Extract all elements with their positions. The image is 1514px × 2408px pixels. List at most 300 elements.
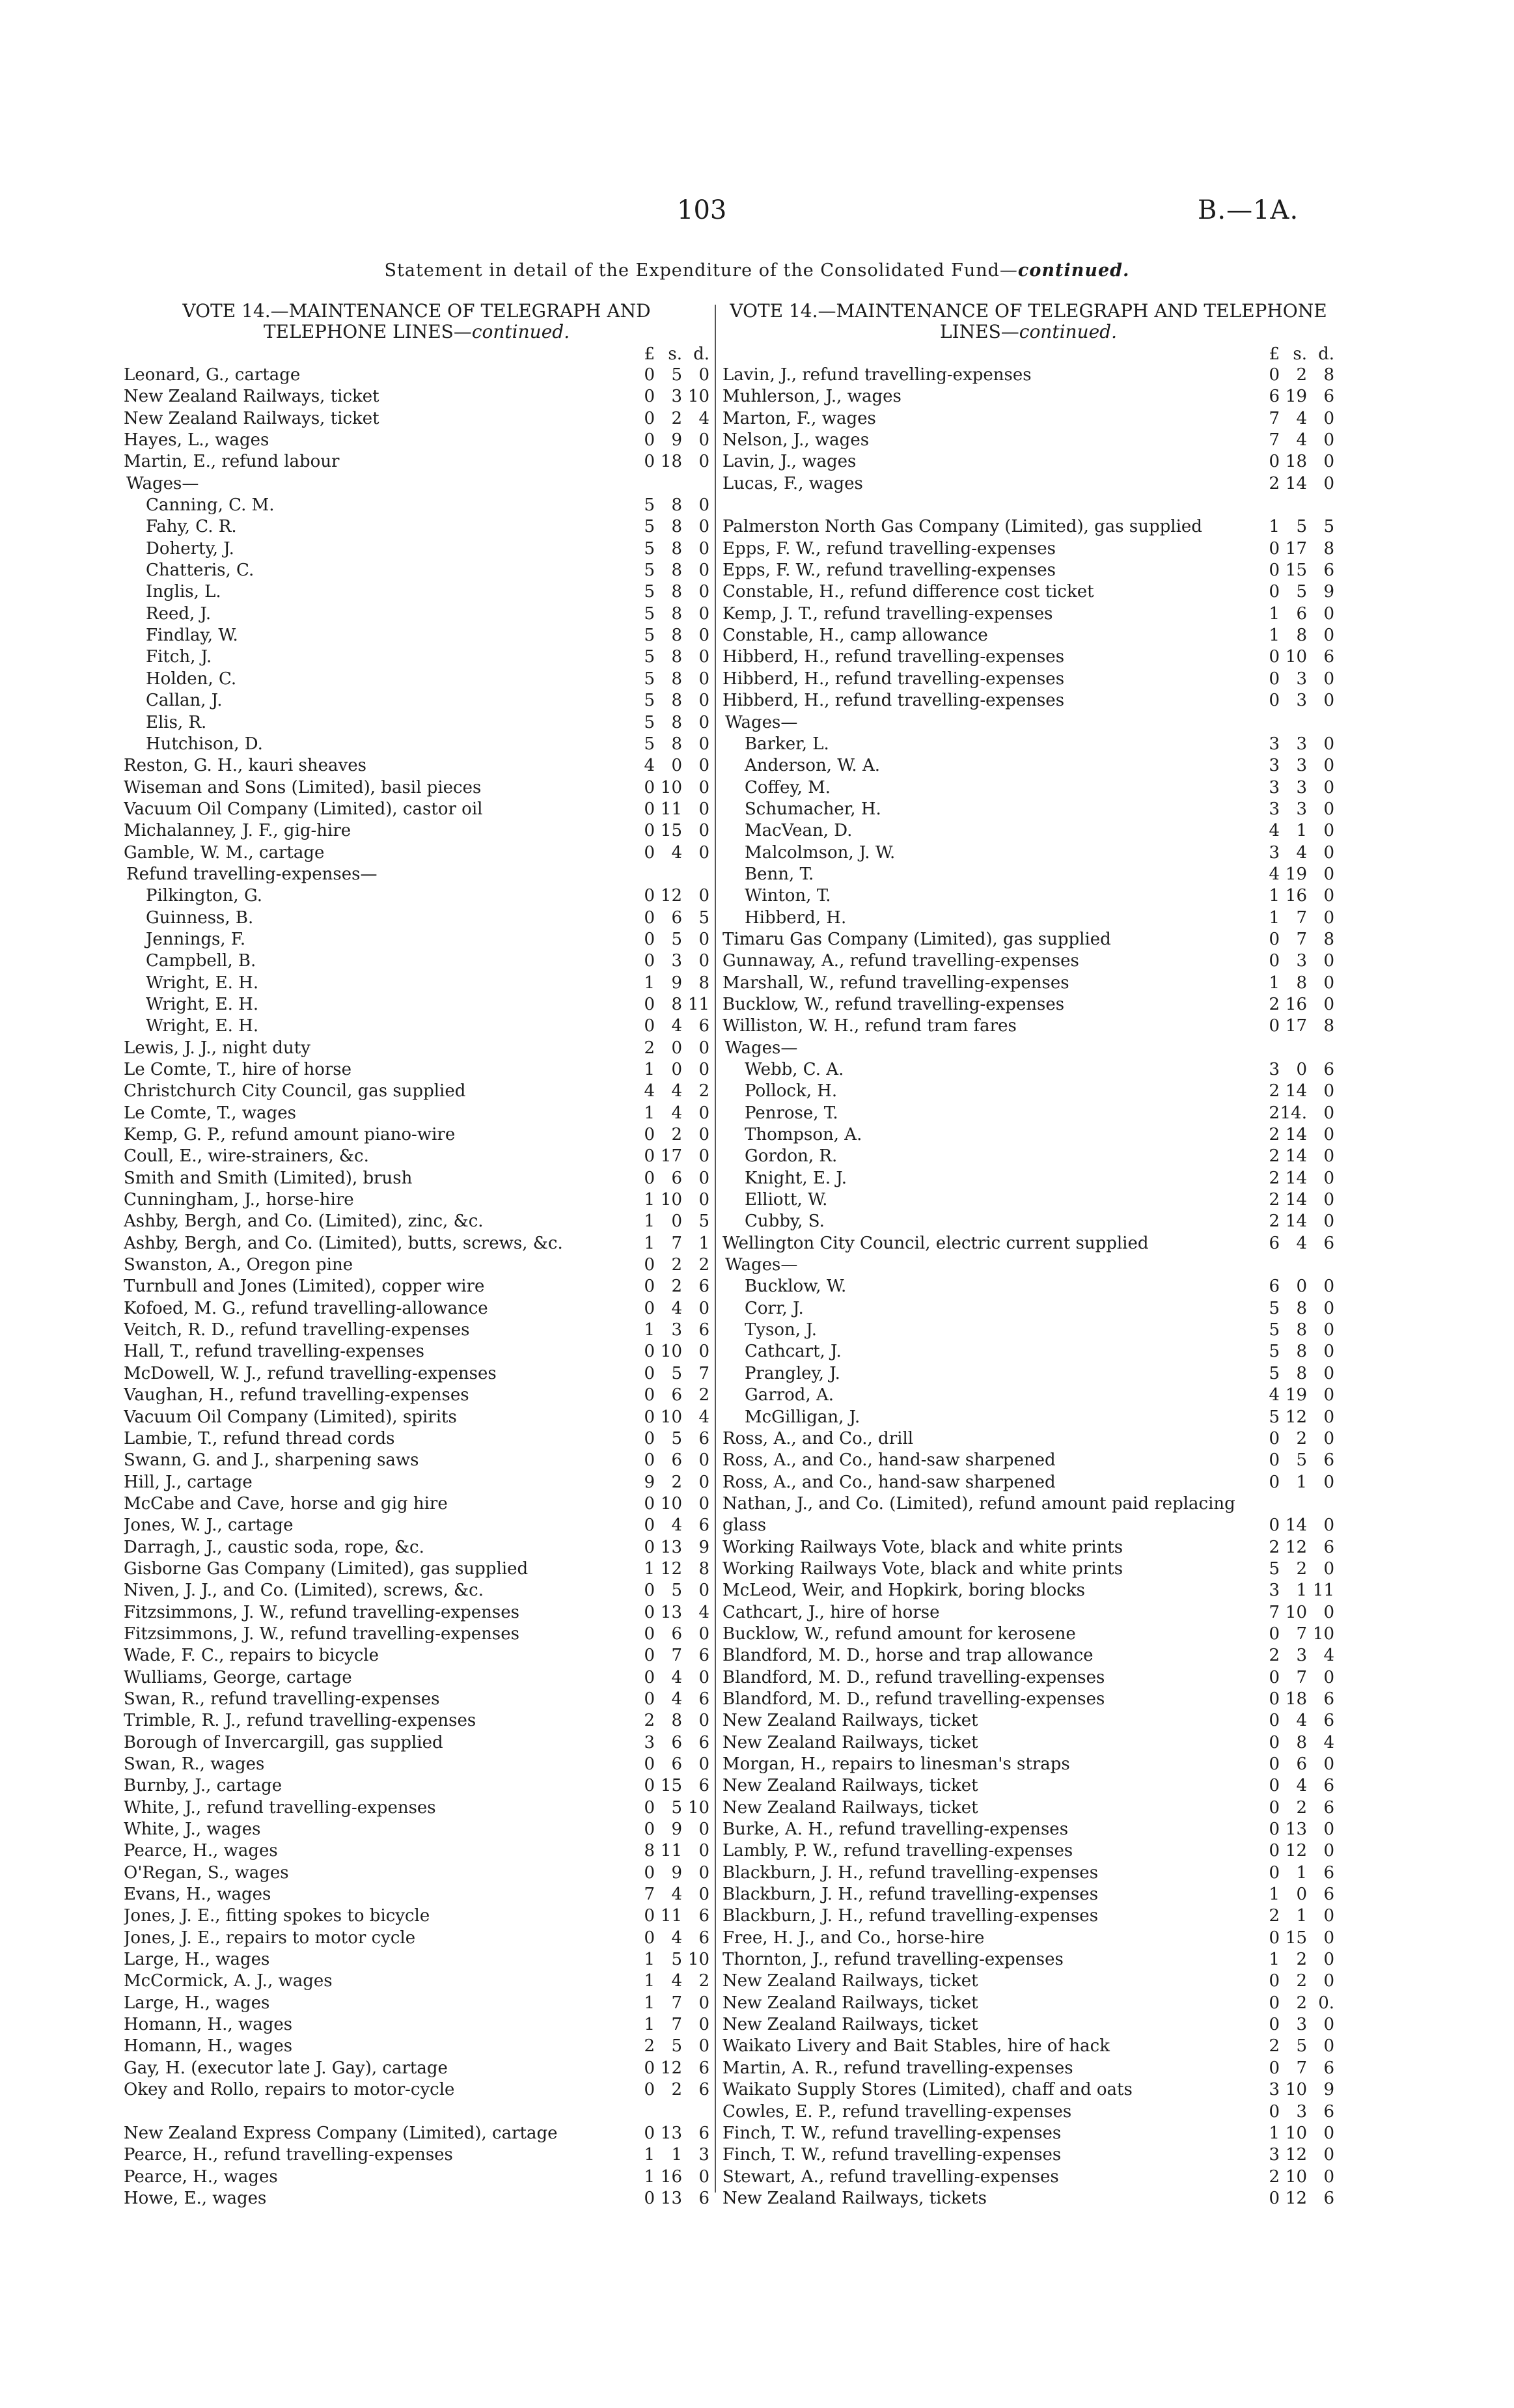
entry-label: Findlay, W. xyxy=(146,626,238,646)
entry-label: New Zealand Railways, ticket xyxy=(124,408,379,428)
shillings-value: 8 xyxy=(1296,1732,1307,1752)
pence-value: 6 xyxy=(1323,1711,1334,1731)
ledger-row xyxy=(723,1493,1334,1537)
shillings-value: 8 xyxy=(671,669,682,689)
pounds-value: 2 xyxy=(1269,1537,1280,1557)
shillings-value: 8 xyxy=(671,495,682,516)
page-number: 103 xyxy=(677,195,727,225)
pence-value: 0 xyxy=(1323,1667,1334,1687)
entry-label: Barker, L. xyxy=(745,734,829,754)
pence-value: 0 xyxy=(698,2036,709,2056)
entry-label: Pearce, H., wages xyxy=(124,1841,278,1861)
ledger-row xyxy=(124,408,709,430)
pounds-value: 1 xyxy=(1269,1950,1280,1970)
pounds-value: 5 xyxy=(644,603,655,624)
shillings-header: s. xyxy=(1293,344,1307,364)
pounds-value: 0 xyxy=(1269,1016,1280,1036)
pence-value: 0 xyxy=(1323,886,1334,906)
ledger-row xyxy=(124,1993,709,2014)
pence-value: 0 xyxy=(1323,1950,1334,1970)
entry-label: Gunnaway, A., refund travelling-expenses xyxy=(723,951,1079,971)
ledger-row xyxy=(124,2014,709,2036)
entry-label: Guinness, B. xyxy=(146,907,254,928)
ledger-row xyxy=(723,734,1334,755)
ledger-row xyxy=(124,1189,709,1211)
ledger-row xyxy=(124,1472,709,1493)
pence-value: 6 xyxy=(698,1928,709,1948)
pence-value: 0 xyxy=(1323,1125,1334,1145)
pence-value: 2 xyxy=(698,1971,709,1991)
pounds-value: 1 xyxy=(644,2166,655,2187)
ledger-row xyxy=(723,451,1334,473)
shillings-value: 0 xyxy=(671,1211,682,1232)
ledger-row xyxy=(124,603,709,625)
pence-value: 0 xyxy=(698,799,709,819)
pounds-value: 1 xyxy=(1269,1885,1280,1905)
pounds-value: 3 xyxy=(1269,756,1280,776)
pence-value: 0 xyxy=(698,1624,709,1644)
shillings-value: 7 xyxy=(1296,907,1307,928)
pounds-value: 0 xyxy=(644,1928,655,1948)
entry-label: Callan, J. xyxy=(146,691,223,711)
shillings-value: 0 xyxy=(1296,1277,1307,1297)
pence-value: 0 xyxy=(1323,994,1334,1014)
pounds-value: 4 xyxy=(644,1081,655,1101)
shillings-value: 0 xyxy=(1296,1060,1307,1079)
pence-value: 11 xyxy=(687,994,709,1014)
pounds-value: 3 xyxy=(1269,799,1280,819)
pounds-value: 6 xyxy=(1269,1277,1280,1297)
entry-label: Muhlerson, J., wages xyxy=(723,387,902,407)
shillings-value: 18 xyxy=(1285,452,1307,472)
entry-label: Howe, E., wages xyxy=(124,2188,267,2208)
entry-label: Wright, E. H. xyxy=(146,994,259,1014)
pounds-value: 3 xyxy=(1269,2080,1280,2100)
shillings-value: 8 xyxy=(671,734,682,754)
entry-label: New Zealand Railways, ticket xyxy=(124,387,379,407)
pence-value: 0 xyxy=(698,582,709,602)
entry-label: Elliott, W. xyxy=(745,1190,828,1210)
ledger-row xyxy=(723,2036,1334,2057)
entry-label: Swanston, A., Oregon pine xyxy=(124,1255,353,1275)
ledger-row xyxy=(124,581,709,603)
shillings-value: 18 xyxy=(660,452,682,472)
shillings-value: 7 xyxy=(671,1233,682,1253)
pounds-value: 0 xyxy=(1269,582,1280,602)
entry-label: Hibberd, H., refund travelling-expenses xyxy=(723,669,1065,689)
pounds-value: 1 xyxy=(644,1558,655,1579)
pounds-value: 5 xyxy=(644,647,655,667)
entry-label: Epps, F. W., refund travelling-expenses xyxy=(723,560,1056,581)
ledger-row xyxy=(124,820,709,842)
shillings-value: 4 xyxy=(671,1103,682,1123)
pounds-value: 0 xyxy=(1269,365,1280,385)
ledger-row xyxy=(723,950,1334,972)
ledger-row xyxy=(723,820,1334,842)
entry-label: Darragh, J., caustic soda, rope, &c. xyxy=(124,1537,424,1557)
entry-label: Lambly, P. W., refund travelling-expenses xyxy=(723,1841,1073,1861)
entry-label: Blandford, M. D., refund travelling-expenses xyxy=(723,1667,1105,1687)
pounds-value: 1 xyxy=(644,2145,655,2165)
ledger-row xyxy=(124,365,709,386)
pence-value: 8 xyxy=(1323,1016,1334,1036)
shillings-value: 5 xyxy=(1296,582,1307,602)
ledger-row xyxy=(124,734,709,755)
pounds-value: 0 xyxy=(1269,2058,1280,2078)
shillings-value: 5 xyxy=(671,1363,682,1383)
pounds-value: 3 xyxy=(1269,1581,1280,1601)
ledger-row xyxy=(124,755,709,777)
pence-value: 0 xyxy=(698,2166,709,2187)
pounds-value: 2 xyxy=(1269,1125,1280,1145)
pounds-value: 1 xyxy=(644,1190,655,1210)
entry-label: Hill, J., cartage xyxy=(124,1472,253,1492)
pounds-value: 0 xyxy=(1269,1428,1280,1448)
pounds-value: 0 xyxy=(1269,560,1280,581)
pence-value: 0 xyxy=(1323,864,1334,884)
entry-label: Bucklow, W., refund travelling-expenses xyxy=(723,994,1065,1014)
pounds-value: 0 xyxy=(644,1602,655,1622)
pence-value: 5 xyxy=(1323,517,1334,537)
pounds-value: 2 xyxy=(644,1038,655,1058)
pounds-value: 2 xyxy=(1269,1190,1280,1210)
ledger-row xyxy=(723,581,1334,603)
shillings-value: 10 xyxy=(1285,2166,1307,2187)
pence-value: 0 xyxy=(1323,1754,1334,1774)
shillings-value: 5 xyxy=(671,929,682,949)
shillings-value: 0 xyxy=(671,1038,682,1058)
shillings-value: 14 xyxy=(1285,1146,1307,1167)
entry-label: Cunningham, J., horse-hire xyxy=(124,1190,354,1210)
entry-label: Pollock, H. xyxy=(745,1081,838,1101)
entry-label: Malcolmson, J. W. xyxy=(745,842,896,863)
shillings-value: 5 xyxy=(671,2036,682,2056)
pence-value: 0 xyxy=(698,1581,709,1601)
ledger-row xyxy=(124,1949,709,1971)
entry-label: Ross, A., and Co., drill xyxy=(723,1428,914,1448)
shillings-value: 3 xyxy=(1296,951,1307,971)
ledger-row xyxy=(124,560,709,581)
ledger-row xyxy=(723,1016,1334,1037)
shillings-value: 8 xyxy=(671,994,682,1014)
shillings-value: 4 xyxy=(1296,842,1307,863)
ledger-row xyxy=(723,1797,1334,1819)
entry-label: Jennings, F. xyxy=(146,929,246,949)
pence-header: d. xyxy=(693,344,709,364)
pounds-value: 7 xyxy=(1269,1602,1280,1622)
pounds-value: 4 xyxy=(1269,1385,1280,1405)
ledger-row xyxy=(124,1385,709,1406)
ledger-row xyxy=(723,2123,1334,2144)
shillings-value: 9 xyxy=(671,973,682,993)
pounds-value: 0 xyxy=(1269,2101,1280,2122)
pence-value: 0 xyxy=(698,1190,709,1210)
entry-label: Le Comte, T., hire of horse xyxy=(124,1060,352,1079)
ledger-row xyxy=(124,1320,709,1341)
entry-label: Burnby, J., cartage xyxy=(124,1776,282,1796)
pounds-value: 2 xyxy=(1269,1211,1280,1232)
ledger-row xyxy=(124,1450,709,1471)
left-heading-main: VOTE 14.—MAINTENANCE OF TELEGRAPH AND TELEPHONE LINES— xyxy=(182,300,651,342)
pence-header: d. xyxy=(1318,344,1334,364)
pence-value: 0 xyxy=(1323,1558,1334,1579)
pence-value: 6 xyxy=(698,2188,709,2208)
shillings-value: 5 xyxy=(1296,2036,1307,2056)
entry-label: Elis, R. xyxy=(146,712,207,732)
ledger-row xyxy=(124,2188,709,2209)
entry-label: Holden, C. xyxy=(146,669,237,689)
entry-label: Wulliams, George, cartage xyxy=(124,1667,352,1687)
pence-value: 6 xyxy=(1323,1776,1334,1796)
pence-value: 0 xyxy=(1323,408,1334,428)
pounds-value: 0 xyxy=(1269,669,1280,689)
shillings-value: 6 xyxy=(1296,603,1307,624)
ledger-row xyxy=(124,1928,709,1949)
entry-label: Vacuum Oil Company (Limited), spirits xyxy=(124,1407,457,1427)
pence-value: 0 xyxy=(698,1993,709,2013)
entry-label: White, J., refund travelling-expenses xyxy=(124,1797,436,1818)
pence-value: 7 xyxy=(698,1363,709,1383)
pence-value: 0 xyxy=(698,647,709,667)
pence-value: 0 xyxy=(1323,907,1334,928)
pence-value: 0 xyxy=(1323,1472,1334,1492)
pounds-value: 0 xyxy=(644,1624,655,1644)
shillings-value: 1 xyxy=(1296,821,1307,841)
ledger-row xyxy=(723,1276,1334,1297)
shillings-value: 8 xyxy=(1296,1363,1307,1383)
ledger-row xyxy=(723,1993,1334,2014)
entry-label: Hall, T., refund travelling-expenses xyxy=(124,1342,424,1362)
statement-title-main: Statement in detail of the Expenditure of the Consolidated Fund— xyxy=(384,260,1018,281)
entry-label: Ashby, Bergh, and Co. (Limited), butts, screws, &c. xyxy=(124,1233,563,1253)
right-column-heading xyxy=(723,301,1334,344)
entry-label: Coull, E., wire-strainers, &c. xyxy=(124,1146,369,1167)
pounds-value: 2 xyxy=(1269,1146,1280,1167)
ledger-row xyxy=(124,950,709,972)
ledger-row xyxy=(124,1819,709,1840)
ledger-row xyxy=(723,1624,1334,1645)
pounds-value: 0 xyxy=(644,1385,655,1405)
entry-label: Williston, W. H., refund tram fares xyxy=(723,1016,1017,1036)
pence-value: 6 xyxy=(1323,1060,1334,1079)
entry-label: Timaru Gas Company (Limited), gas supplied xyxy=(723,929,1111,949)
pence-value: 0 xyxy=(698,1493,709,1514)
pounds-value: 0 xyxy=(1269,647,1280,667)
pence-value: 1 xyxy=(698,1233,709,1253)
ledger-row xyxy=(124,1732,709,1754)
entry-label: Burke, A. H., refund travelling-expenses xyxy=(723,1820,1069,1840)
shillings-value: 14 xyxy=(1285,1515,1307,1536)
entry-label: Wright, E. H. xyxy=(146,1016,259,1036)
pounds-value: 0 xyxy=(644,408,655,428)
ledger-row xyxy=(723,1233,1334,1254)
pounds-value: 0 xyxy=(644,907,655,928)
ledger-row xyxy=(723,386,1334,408)
pence-value: 0 xyxy=(698,1342,709,1362)
entry-label: Morgan, H., repairs to linesman's straps xyxy=(723,1754,1070,1774)
shillings-value: 3 xyxy=(671,951,682,971)
shillings-value: 2 xyxy=(1296,1950,1307,1970)
shillings-value: 13 xyxy=(660,1602,682,1622)
ledger-row xyxy=(723,1059,1334,1081)
ledger-row xyxy=(723,2101,1334,2123)
shillings-value: 7 xyxy=(1296,929,1307,949)
pounds-value: 0 xyxy=(644,777,655,797)
pence-value: 8 xyxy=(1323,929,1334,949)
ledger-row xyxy=(723,885,1334,907)
pounds-value: 0 xyxy=(644,1667,655,1687)
entry-label: Leonard, G., cartage xyxy=(124,365,301,385)
entry-label: Ross, A., and Co., hand-saw sharpened xyxy=(723,1472,1056,1492)
pence-value: 6 xyxy=(1323,2188,1334,2208)
ledger-row xyxy=(124,1407,709,1428)
pence-value: 11 xyxy=(1312,1581,1334,1601)
shillings-value: 17 xyxy=(1285,538,1307,559)
pounds-value: 1 xyxy=(1269,907,1280,928)
shillings-value: 7 xyxy=(671,1993,682,2013)
pounds-value: 2 xyxy=(1269,2166,1280,2187)
pence-value: 0 xyxy=(1323,2166,1334,2187)
entry-label: MacVean, D. xyxy=(745,821,853,841)
pounds-value: 0 xyxy=(644,1255,655,1275)
entry-label: Fahy, C. R. xyxy=(146,517,237,537)
pounds-value: 5 xyxy=(644,691,655,711)
ledger-row xyxy=(124,1016,709,1037)
entry-label: Hibberd, H. xyxy=(745,907,847,928)
entry-label: Jones, J. E., repairs to motor cycle xyxy=(124,1928,416,1948)
ledger-row xyxy=(723,2166,1334,2188)
entry-label: Working Railways Vote, black and white prints xyxy=(723,1558,1123,1579)
entry-label: Chatteris, C. xyxy=(146,560,255,581)
pounds-value: 1 xyxy=(1269,626,1280,646)
pounds-value: 0 xyxy=(1269,691,1280,711)
shillings-value: 7 xyxy=(1296,1624,1307,1644)
shillings-value: 8 xyxy=(671,712,682,732)
entry-label: Coffey, M. xyxy=(745,777,831,797)
shillings-value: 8 xyxy=(671,560,682,581)
pounds-value: 2 xyxy=(1269,1906,1280,1926)
shillings-value: 15 xyxy=(1285,560,1307,581)
shillings-value: 2 xyxy=(671,1277,682,1297)
ledger-row xyxy=(124,1038,709,1059)
entry-label: Trimble, R. J., refund travelling-expenses xyxy=(124,1711,476,1731)
pounds-value: 0 xyxy=(644,1428,655,1448)
pounds-value: 1 xyxy=(644,1060,655,1079)
pence-value: 0 xyxy=(698,1711,709,1731)
entry-label: Cubby, S. xyxy=(745,1211,825,1232)
shillings-value: 2 xyxy=(1296,1558,1307,1579)
pence-value: 0 xyxy=(1323,1407,1334,1427)
shillings-value: 7 xyxy=(671,2015,682,2035)
shillings-value: 10 xyxy=(1285,2123,1307,2143)
pence-value: 6 xyxy=(1323,387,1334,407)
pence-value: 0 xyxy=(1323,842,1334,863)
shillings-value: 12 xyxy=(660,2058,682,2078)
entry-label: Wade, F. C., repairs to bicycle xyxy=(124,1646,379,1666)
ledger-row xyxy=(124,2144,709,2166)
pounds-value: 0 xyxy=(1269,1732,1280,1752)
ledger-row xyxy=(723,1558,1334,1580)
shillings-value: 3 xyxy=(1296,799,1307,819)
entry-label: Lucas, F., wages xyxy=(723,473,863,493)
pounds-value: 1 xyxy=(644,1971,655,1991)
entry-label: New Zealand Railways, ticket xyxy=(723,1711,978,1731)
ledger-row xyxy=(723,408,1334,430)
shillings-value: 10 xyxy=(660,1493,682,1514)
shillings-value: 6 xyxy=(671,1754,682,1774)
entry-label: Winton, T. xyxy=(745,886,831,906)
ledger-row xyxy=(124,2101,709,2145)
pounds-value: 3 xyxy=(1269,2145,1280,2165)
pence-value: 0 xyxy=(698,1298,709,1318)
pence-value: 0 xyxy=(1323,1841,1334,1861)
pence-value: 4 xyxy=(698,1407,709,1427)
shillings-value: 4 xyxy=(671,1298,682,1318)
entry-label: Homann, H., wages xyxy=(124,2015,293,2035)
entry-label: McDowell, W. J., refund travelling-expenses xyxy=(124,1363,497,1383)
ledger-row xyxy=(124,1624,709,1645)
ledger-row xyxy=(723,1320,1334,1341)
pounds-value: 1 xyxy=(644,1211,655,1232)
shillings-value: 1 xyxy=(1296,1581,1307,1601)
ledger-row xyxy=(124,1775,709,1797)
shillings-value: 17 xyxy=(1285,1016,1307,1036)
shillings-value: 7 xyxy=(1296,2058,1307,2078)
shillings-value: 9 xyxy=(671,430,682,450)
pounds-value: 0 xyxy=(644,430,655,450)
ledger-row xyxy=(723,1689,1334,1710)
ledger-row xyxy=(723,1905,1334,1927)
shillings-value: 15 xyxy=(660,1776,682,1796)
pence-value: 0 xyxy=(1323,951,1334,971)
shillings-value: 14 xyxy=(1285,1081,1307,1101)
ledger-row xyxy=(723,473,1334,495)
pence-value: 0 xyxy=(698,929,709,949)
pence-value: 0 xyxy=(698,1472,709,1492)
pence-value: 0 xyxy=(698,1146,709,1167)
ledger-row xyxy=(723,1038,1334,1059)
pence-value: 6 xyxy=(698,1320,709,1340)
pence-value: 0 xyxy=(698,734,709,754)
pence-value: 0 xyxy=(1323,669,1334,689)
shillings-value: 13 xyxy=(660,2188,682,2208)
pence-value: 0 xyxy=(1323,1081,1334,1101)
pounds-value: 5 xyxy=(644,517,655,537)
pence-value: 6 xyxy=(698,1906,709,1926)
pounds-value: 1 xyxy=(1269,886,1280,906)
entry-label: Reed, J. xyxy=(146,603,212,624)
pounds-value: 2 xyxy=(644,1711,655,1731)
ledger-row xyxy=(723,929,1334,950)
shillings-value: 19 xyxy=(1285,864,1307,884)
entry-label: Christchurch City Council, gas supplied xyxy=(124,1081,466,1101)
entry-label: Working Railways Vote, black and white prints xyxy=(723,1537,1123,1557)
pounds-value: 0 xyxy=(644,1797,655,1818)
pounds-value: 5 xyxy=(644,560,655,581)
ledger-row xyxy=(723,973,1334,994)
shillings-value: 5 xyxy=(671,1950,682,1970)
pence-value: 6 xyxy=(1323,2101,1334,2122)
ledger-row xyxy=(723,712,1334,734)
ledger-row xyxy=(124,864,709,885)
pence-value: 6 xyxy=(1323,1885,1334,1905)
pounds-value: 0 xyxy=(644,1298,655,1318)
pounds-value: 2 xyxy=(1269,1103,1280,1123)
pence-value: 0 xyxy=(698,756,709,776)
pence-value: 0 xyxy=(1323,1971,1334,1991)
pence-value: 0 xyxy=(1323,1428,1334,1448)
shillings-value: 6 xyxy=(671,907,682,928)
